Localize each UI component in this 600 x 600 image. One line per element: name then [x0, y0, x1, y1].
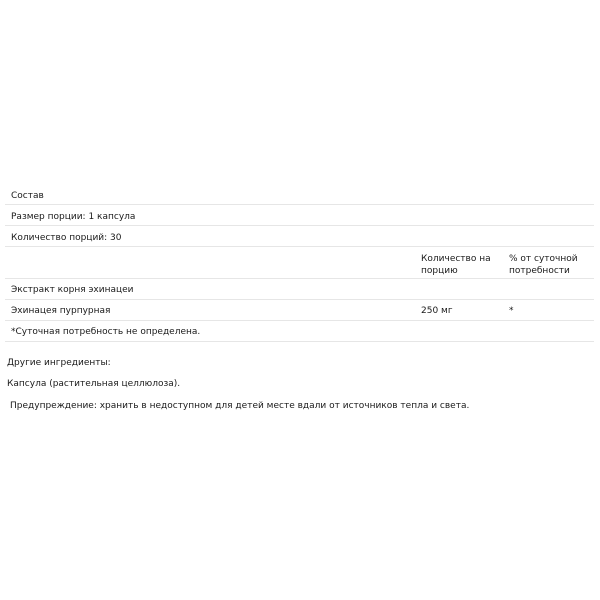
daily-value-footnote: *Суточная потребность не определена. — [11, 327, 201, 337]
serving-size: Размер порции: 1 капсула — [11, 212, 136, 222]
supplement-facts-table — [5, 184, 594, 342]
ingredient-daily-value: * — [509, 306, 514, 316]
amount-per-serving-header: Количество на порцию — [421, 254, 491, 276]
other-ingredients-value: Капсула (растительная целлюлоза). — [7, 379, 181, 389]
daily-value-header: % от суточной потребности — [509, 254, 578, 276]
facts-title-row — [5, 184, 594, 205]
other-ingredients-label: Другие ингредиенты: — [7, 358, 111, 368]
ingredient-row — [5, 300, 594, 321]
ingredient-name: Эхинацея пурпурная — [11, 306, 111, 316]
ingredient-row — [5, 279, 594, 300]
servings-per-container-row — [5, 226, 594, 247]
ingredient-amount: 250 мг — [421, 306, 453, 316]
column-header-row — [5, 247, 594, 279]
storage-warning: Предупреждение: хранить в недоступном для детей месте вдали от источников тепла и света. — [10, 401, 470, 411]
serving-size-row — [5, 205, 594, 226]
servings-per-container: Количество порций: 30 — [11, 233, 122, 243]
footnote-row — [5, 321, 594, 342]
ingredient-name: Экстракт корня эхинацеи — [11, 285, 134, 295]
facts-title: Состав — [11, 191, 44, 201]
